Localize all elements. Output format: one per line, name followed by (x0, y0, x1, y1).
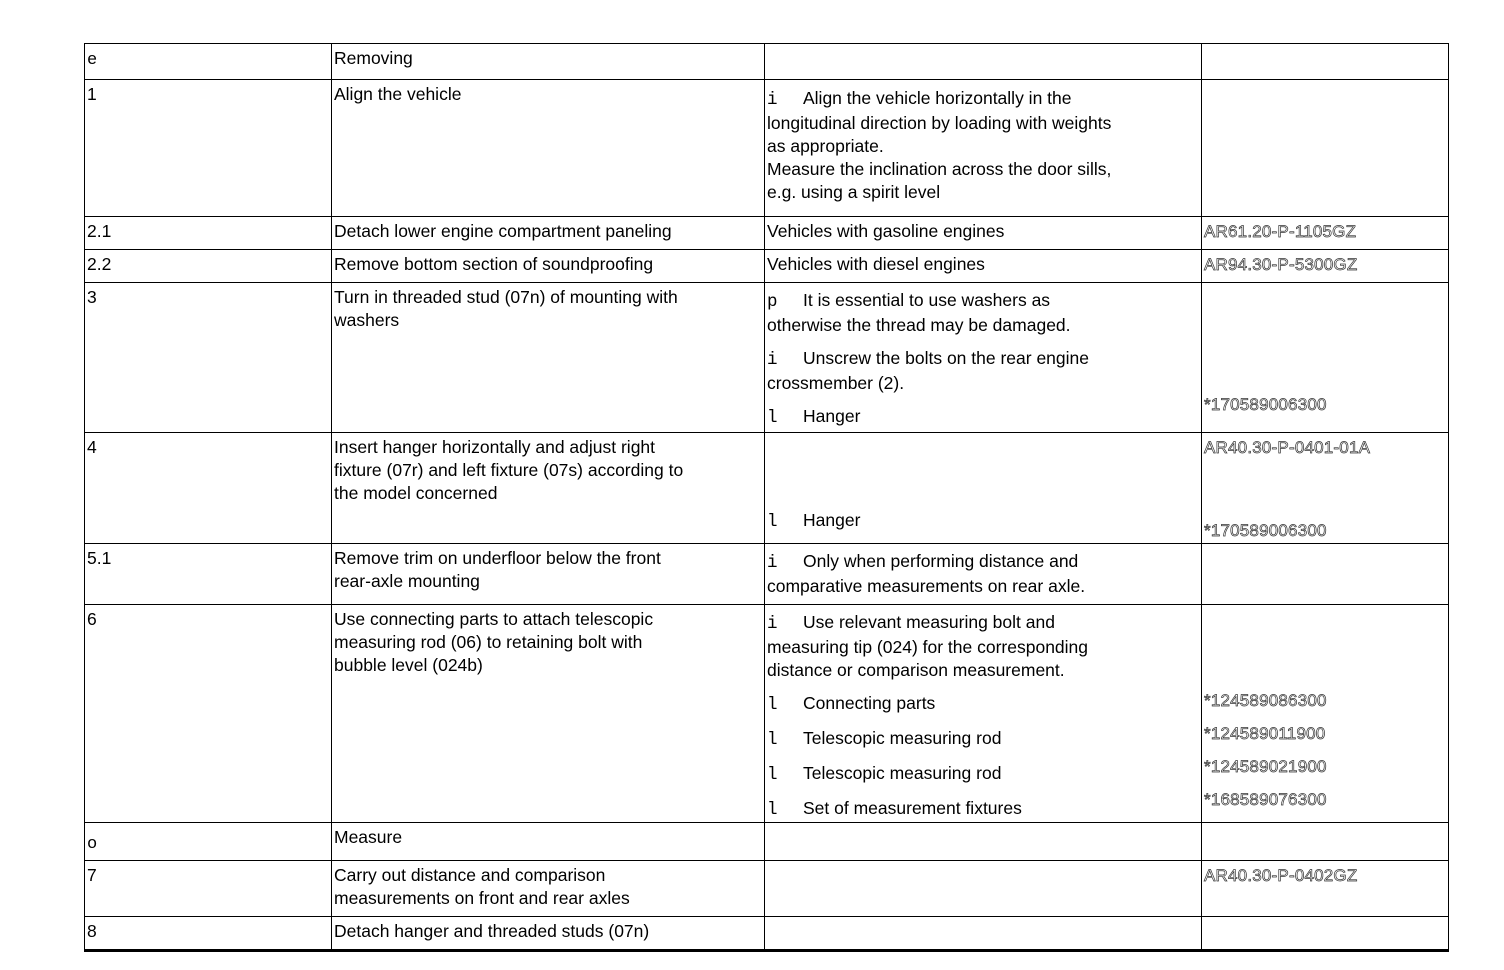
tool-number[interactable]: *170589006300 (1204, 395, 1327, 414)
step-number: 7 (85, 861, 332, 917)
step-action: Remove trim on underfloor below the front rear-axle mounting (332, 544, 765, 605)
step-note: i Use relevant measuring bolt and measuring tip (024) for the corresponding distance or comparison measurement. l Connecting parts l Telescopic measuring rod l Telescopic measuring rod l Set of measurement fixtures (765, 605, 1202, 823)
step-action: Measure (332, 823, 765, 861)
step-number: 1 (85, 80, 332, 217)
step-number: 2.1 (85, 217, 332, 250)
step-action: Turn in threaded stud (07n) of mounting with washers (332, 283, 765, 433)
tool-number[interactable]: *124589086300 (1204, 691, 1327, 710)
step-reference[interactable] (1202, 283, 1449, 433)
step-action: Carry out distance and comparison measurements on front and rear axles (332, 861, 765, 917)
step-reference[interactable] (1202, 217, 1449, 250)
step-reference (1202, 823, 1449, 861)
table-row (85, 823, 1449, 861)
step-reference (1202, 917, 1449, 951)
table-row (85, 80, 1449, 217)
tool-icon: l (767, 512, 778, 532)
info-icon: i (767, 350, 778, 370)
table-row (85, 250, 1449, 283)
warning-icon: p (767, 292, 778, 312)
step-note (765, 861, 1202, 917)
reference-link[interactable]: AR40.30-P-0401-01A (1204, 438, 1371, 457)
step-action: Removing (332, 44, 765, 80)
procedure-table (84, 43, 1449, 952)
info-icon: i (767, 553, 778, 573)
tool-icon: l (767, 730, 778, 750)
step-note: Vehicles with diesel engines (765, 250, 1202, 283)
step-action: Use connecting parts to attach telescopic measuring rod (06) to retaining bolt with bubble level (024b) (332, 605, 765, 823)
step-number: o (85, 823, 332, 861)
step-number: 6 (85, 605, 332, 823)
tool-number[interactable]: *124589011900 (1204, 724, 1326, 743)
info-icon: i (767, 90, 778, 110)
step-reference[interactable] (1202, 433, 1449, 544)
step-reference[interactable] (1202, 250, 1449, 283)
table-row (85, 217, 1449, 250)
step-reference (1202, 544, 1449, 605)
reference-link[interactable]: AR61.20-P-1105GZ (1204, 222, 1357, 241)
tool-number[interactable]: *170589006300 (1204, 521, 1327, 540)
step-note (765, 917, 1202, 951)
table-row (85, 917, 1449, 951)
tool-number[interactable]: *168589076300 (1204, 790, 1327, 809)
table-row (85, 283, 1449, 433)
step-reference (1202, 44, 1449, 80)
tool-icon: l (767, 765, 778, 785)
step-number: 4 (85, 433, 332, 544)
tool-number[interactable]: *124589021900 (1204, 757, 1327, 776)
step-number: 8 (85, 917, 332, 951)
step-note: Vehicles with gasoline engines (765, 217, 1202, 250)
step-action: Detach hanger and threaded studs (07n) (332, 917, 765, 951)
step-action: Detach lower engine compartment paneling (332, 217, 765, 250)
step-number: 3 (85, 283, 332, 433)
step-note (765, 823, 1202, 861)
step-action: Remove bottom section of soundproofing (332, 250, 765, 283)
table-row (85, 605, 1449, 823)
step-note: p It is essential to use washers as otherwise the thread may be damaged. i Unscrew the bolts on the rear engine crossmember (2). l Hanger (765, 283, 1202, 433)
table-row (85, 861, 1449, 917)
step-action: Insert hanger horizontally and adjust right fixture (07r) and left fixture (07s) according to the model concerned (332, 433, 765, 544)
info-icon: i (767, 614, 778, 634)
step-number: e (85, 44, 332, 80)
step-reference[interactable] (1202, 605, 1449, 823)
reference-link[interactable]: AR94.30-P-5300GZ (1204, 255, 1358, 274)
step-note (765, 44, 1202, 80)
table-row (85, 44, 1449, 80)
step-number: 5.1 (85, 544, 332, 605)
reference-link[interactable]: AR40.30-P-0402GZ (1204, 866, 1358, 885)
tool-icon: l (767, 800, 778, 820)
step-reference (1202, 80, 1449, 217)
tool-icon: l (767, 695, 778, 715)
step-note: i Align the vehicle horizontally in the longitudinal direction by loading with weights as appropriate. Measure the inclination across the door sills, e.g. using a spirit level (765, 80, 1202, 217)
step-reference[interactable] (1202, 861, 1449, 917)
table-row (85, 433, 1449, 544)
tool-icon: l (767, 408, 778, 428)
step-note: l Hanger (765, 433, 1202, 544)
table-row (85, 544, 1449, 605)
step-note: i Only when performing distance and comparative measurements on rear axle. (765, 544, 1202, 605)
step-number: 2.2 (85, 250, 332, 283)
step-action: Align the vehicle (332, 80, 765, 217)
